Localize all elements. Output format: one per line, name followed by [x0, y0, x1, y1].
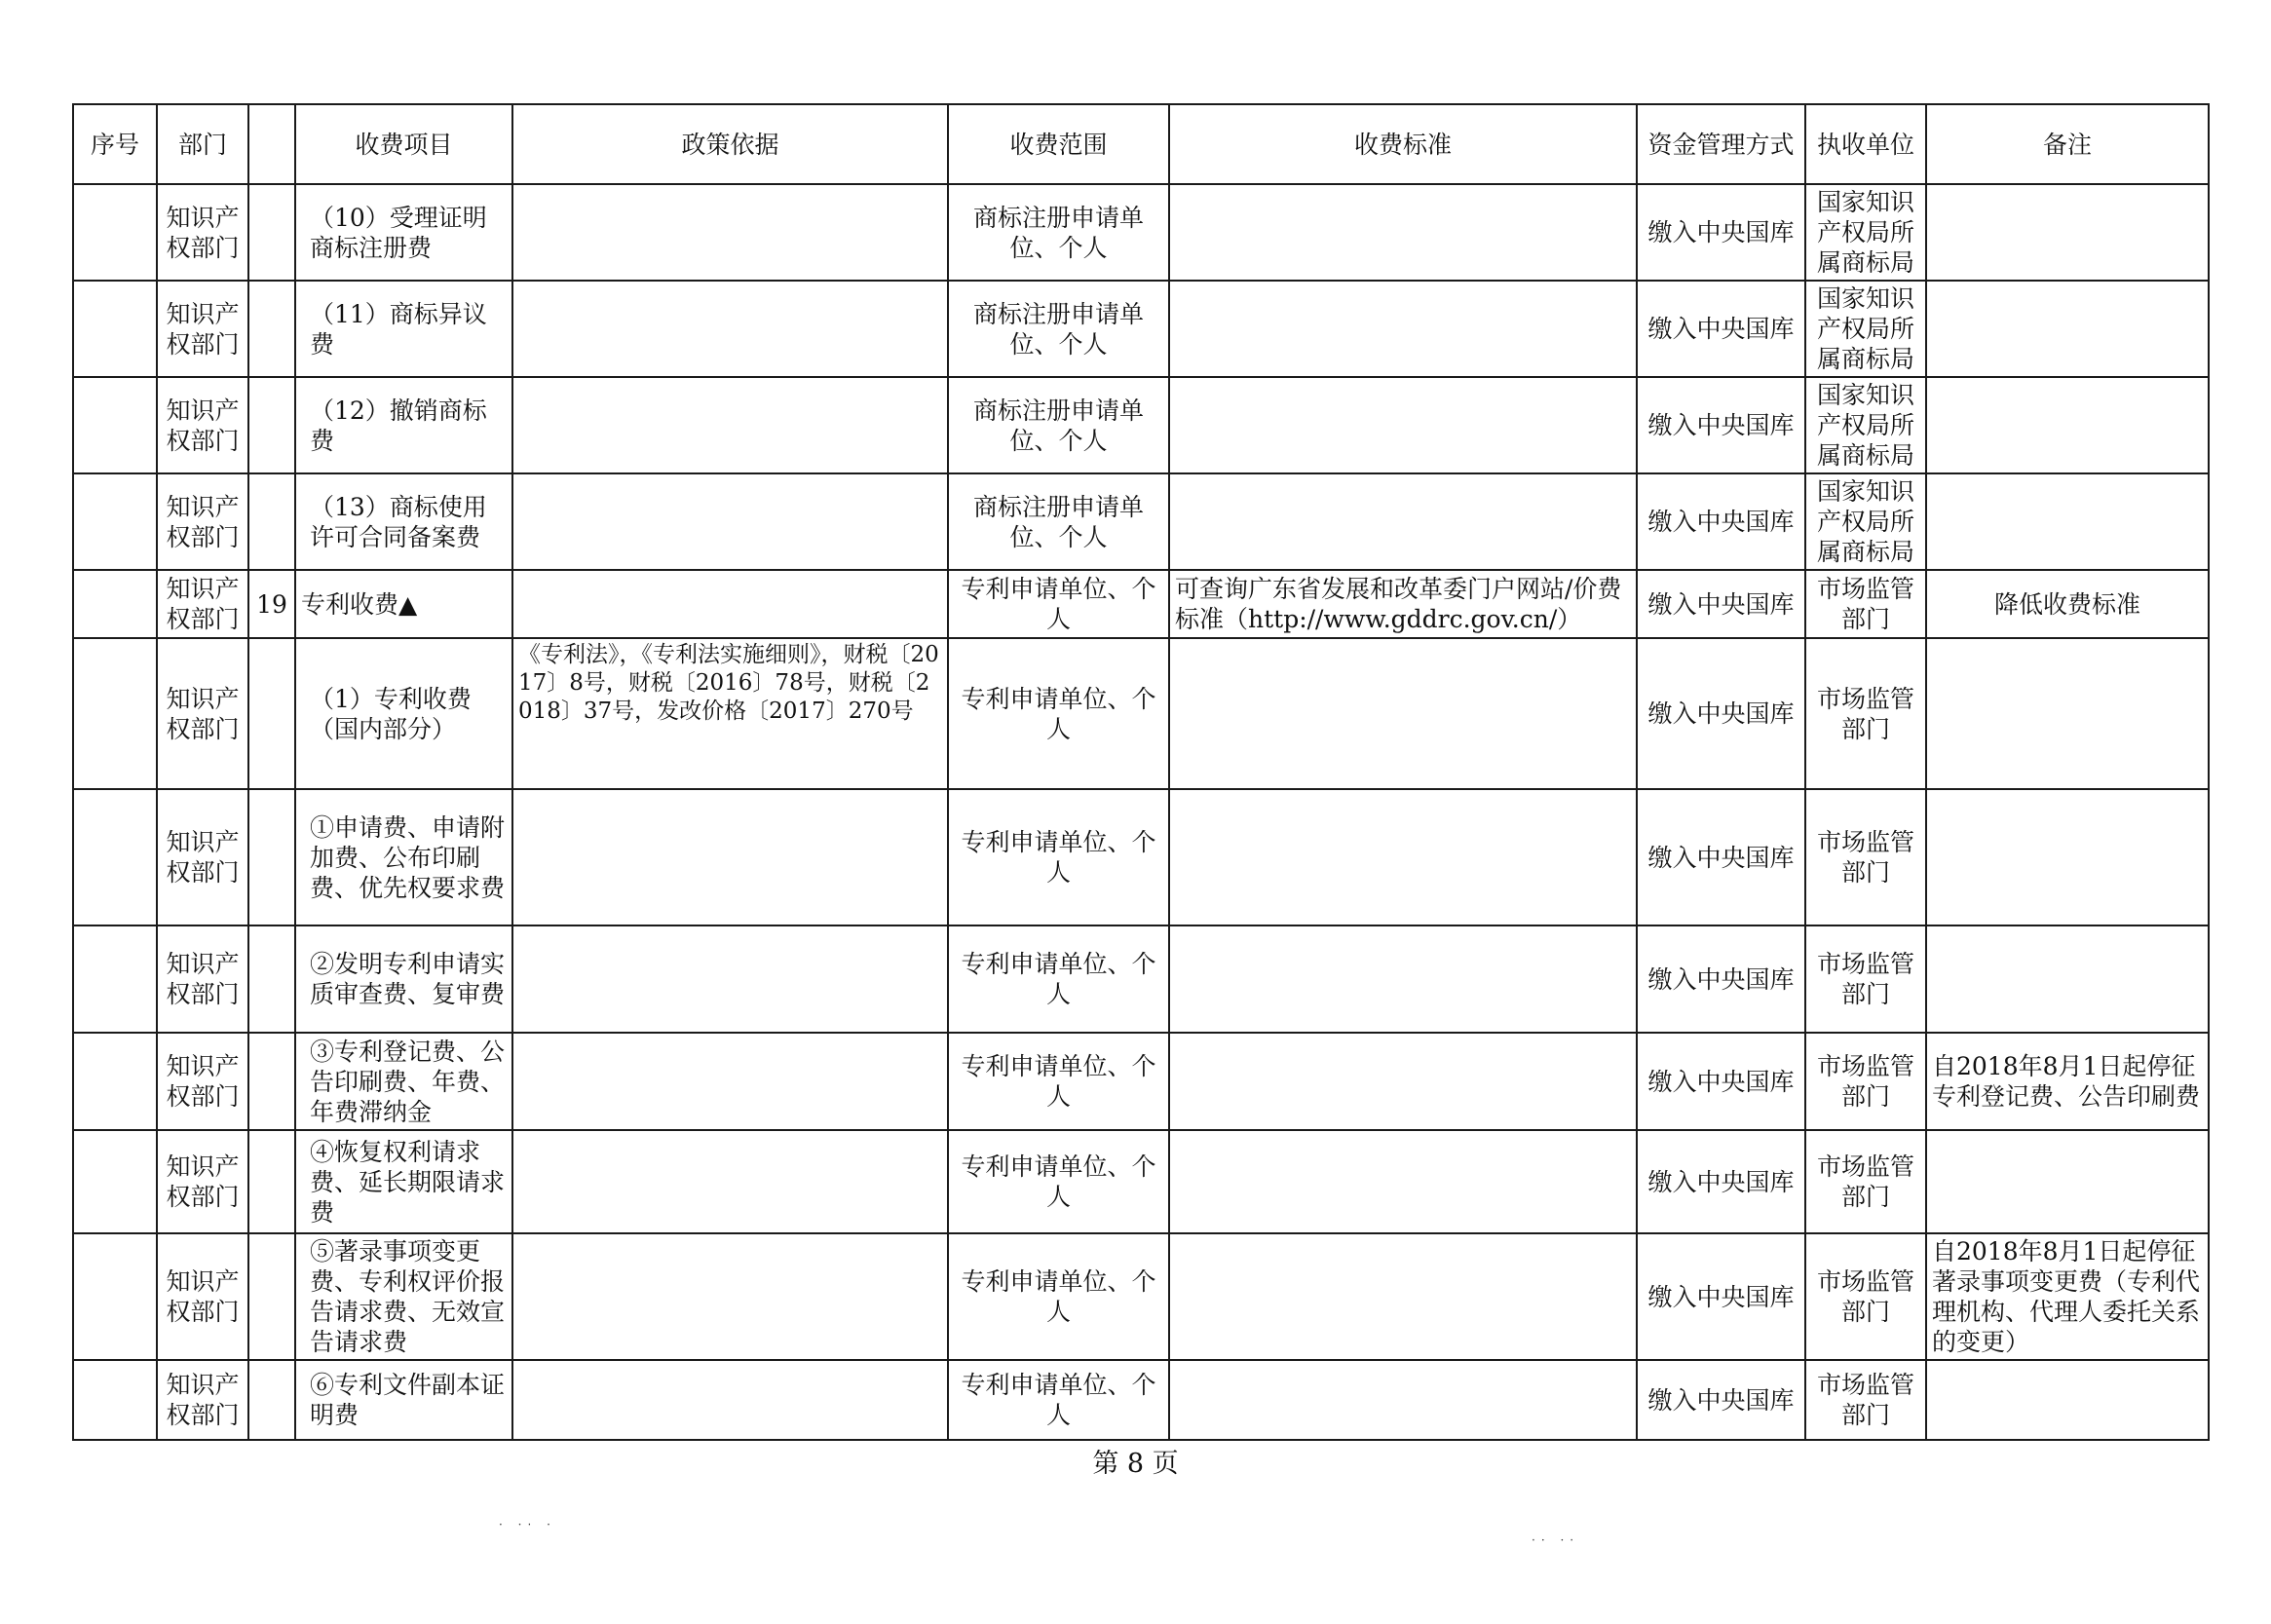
cell-item: （1）专利收费（国内部分） [295, 638, 512, 789]
cell-policy [512, 377, 948, 473]
fee-table-container [72, 103, 2208, 1441]
cell-num [248, 281, 295, 377]
header-fund: 资金管理方式 [1637, 104, 1805, 184]
cell-standard [1169, 377, 1637, 473]
header-seq: 序号 [73, 104, 157, 184]
header-dept: 部门 [157, 104, 248, 184]
cell-standard [1169, 1130, 1637, 1233]
cell-seq [73, 1233, 157, 1360]
header-scope: 收费范围 [948, 104, 1169, 184]
cell-policy: 《专利法》，《专利法实施细则》，财税〔2017〕8号，财税〔2016〕78号，财税〔2018〕37号，发改价格〔2017〕270号 [512, 638, 948, 789]
cell-item: （10）受理证明商标注册费 [295, 184, 512, 281]
cell-standard [1169, 473, 1637, 570]
cell-fund: 缴入中央国库 [1637, 789, 1805, 925]
cell-unit: 市场监管部门 [1805, 1130, 1926, 1233]
header-unit: 执收单位 [1805, 104, 1926, 184]
cell-seq [73, 1130, 157, 1233]
cell-policy [512, 1130, 948, 1233]
cell-scope: 专利申请单位、个人 [948, 1360, 1169, 1440]
cell-policy [512, 925, 948, 1033]
cell-num [248, 1130, 295, 1233]
cell-scope: 商标注册申请单位、个人 [948, 281, 1169, 377]
header-item: 收费项目 [295, 104, 512, 184]
cell-fund: 缴入中央国库 [1637, 1360, 1805, 1440]
cell-scope: 商标注册申请单位、个人 [948, 473, 1169, 570]
cell-item: ③专利登记费、公告印刷费、年费、年费滞纳金 [295, 1033, 512, 1130]
cell-num [248, 789, 295, 925]
cell-fund: 缴入中央国库 [1637, 1033, 1805, 1130]
table-row [73, 570, 2209, 638]
cell-standard [1169, 1033, 1637, 1130]
table-row [73, 789, 2209, 925]
cell-item: ④恢复权利请求费、延长期限请求费 [295, 1130, 512, 1233]
cell-item: （12）撤销商标费 [295, 377, 512, 473]
cell-num [248, 1233, 295, 1360]
cell-standard [1169, 789, 1637, 925]
cell-note [1926, 1130, 2209, 1233]
cell-num [248, 377, 295, 473]
scan-specks: · ·‧ · [499, 1518, 556, 1531]
cell-note [1926, 789, 2209, 925]
cell-note [1926, 638, 2209, 789]
cell-dept: 知识产权部门 [157, 1233, 248, 1360]
cell-fund: 缴入中央国库 [1637, 1233, 1805, 1360]
table-row [73, 473, 2209, 570]
cell-standard [1169, 281, 1637, 377]
cell-note [1926, 473, 2209, 570]
header-policy: 政策依据 [512, 104, 948, 184]
cell-seq [73, 570, 157, 638]
cell-fund: 缴入中央国库 [1637, 184, 1805, 281]
cell-num [248, 473, 295, 570]
cell-scope: 商标注册申请单位、个人 [948, 377, 1169, 473]
cell-seq [73, 281, 157, 377]
cell-policy [512, 570, 948, 638]
cell-seq [73, 789, 157, 925]
cell-dept: 知识产权部门 [157, 925, 248, 1033]
cell-unit: 市场监管部门 [1805, 1033, 1926, 1130]
cell-unit: 市场监管部门 [1805, 1233, 1926, 1360]
cell-policy [512, 789, 948, 925]
cell-policy [512, 473, 948, 570]
cell-scope: 商标注册申请单位、个人 [948, 184, 1169, 281]
cell-note [1926, 377, 2209, 473]
header-note: 备注 [1926, 104, 2209, 184]
cell-fund: 缴入中央国库 [1637, 1130, 1805, 1233]
cell-dept: 知识产权部门 [157, 570, 248, 638]
cell-note [1926, 1360, 2209, 1440]
cell-standard [1169, 925, 1637, 1033]
cell-item: （11）商标异议费 [295, 281, 512, 377]
cell-seq [73, 925, 157, 1033]
cell-fund: 缴入中央国库 [1637, 473, 1805, 570]
cell-num [248, 638, 295, 789]
cell-seq [73, 1360, 157, 1440]
cell-dept: 知识产权部门 [157, 184, 248, 281]
cell-seq [73, 638, 157, 789]
cell-num [248, 1033, 295, 1130]
cell-fund: 缴入中央国库 [1637, 570, 1805, 638]
cell-policy [512, 1033, 948, 1130]
cell-num: 19 [248, 570, 295, 638]
cell-scope: 专利申请单位、个人 [948, 570, 1169, 638]
cell-note [1926, 281, 2209, 377]
cell-item: ②发明专利申请实质审查费、复审费 [295, 925, 512, 1033]
cell-policy [512, 184, 948, 281]
cell-dept: 知识产权部门 [157, 473, 248, 570]
table-row [73, 184, 2209, 281]
cell-note [1926, 184, 2209, 281]
cell-scope: 专利申请单位、个人 [948, 789, 1169, 925]
table-row [73, 1130, 2209, 1233]
table-row [73, 281, 2209, 377]
cell-scope: 专利申请单位、个人 [948, 1033, 1169, 1130]
cell-unit: 市场监管部门 [1805, 570, 1926, 638]
header-standard: 收费标准 [1169, 104, 1637, 184]
cell-note: 自2018年8月1日起停征著录事项变更费（专利代理机构、代理人委托关系的变更） [1926, 1233, 2209, 1360]
cell-item: ①申请费、申请附加费、公布印刷费、优先权要求费 [295, 789, 512, 925]
cell-item: 专利收费▲ [295, 570, 512, 638]
cell-unit: 市场监管部门 [1805, 925, 1926, 1033]
cell-num [248, 1360, 295, 1440]
cell-policy [512, 1360, 948, 1440]
cell-num [248, 925, 295, 1033]
cell-unit: 国家知识产权局所属商标局 [1805, 184, 1926, 281]
cell-unit: 国家知识产权局所属商标局 [1805, 473, 1926, 570]
cell-unit: 市场监管部门 [1805, 638, 1926, 789]
cell-scope: 专利申请单位、个人 [948, 1233, 1169, 1360]
cell-standard [1169, 184, 1637, 281]
cell-scope: 专利申请单位、个人 [948, 638, 1169, 789]
cell-standard: 可查询广东省发展和改革委门户网站/价费标准（http://www.gddrc.gov.cn/） [1169, 570, 1637, 638]
cell-dept: 知识产权部门 [157, 1130, 248, 1233]
cell-dept: 知识产权部门 [157, 1033, 248, 1130]
cell-item: ⑥专利文件副本证明费 [295, 1360, 512, 1440]
cell-dept: 知识产权部门 [157, 638, 248, 789]
cell-unit: 市场监管部门 [1805, 789, 1926, 925]
cell-dept: 知识产权部门 [157, 789, 248, 925]
cell-note: 降低收费标准 [1926, 570, 2209, 638]
scan-specks: ‧· ·‧ [1532, 1533, 1580, 1547]
cell-dept: 知识产权部门 [157, 281, 248, 377]
cell-fund: 缴入中央国库 [1637, 638, 1805, 789]
table-row [73, 925, 2209, 1033]
cell-standard [1169, 1360, 1637, 1440]
table-row [73, 1233, 2209, 1360]
cell-standard [1169, 638, 1637, 789]
cell-seq [73, 184, 157, 281]
fee-table [72, 103, 2210, 1441]
header-num [248, 104, 295, 184]
cell-unit: 市场监管部门 [1805, 1360, 1926, 1440]
cell-policy [512, 1233, 948, 1360]
cell-note [1926, 925, 2209, 1033]
table-row [73, 377, 2209, 473]
cell-scope: 专利申请单位、个人 [948, 1130, 1169, 1233]
cell-fund: 缴入中央国库 [1637, 281, 1805, 377]
cell-fund: 缴入中央国库 [1637, 377, 1805, 473]
cell-seq [73, 377, 157, 473]
cell-item: ⑤著录事项变更费、专利权评价报告请求费、无效宣告请求费 [295, 1233, 512, 1360]
table-row [73, 1360, 2209, 1440]
cell-dept: 知识产权部门 [157, 377, 248, 473]
table-header-row [73, 104, 2209, 184]
cell-unit: 国家知识产权局所属商标局 [1805, 281, 1926, 377]
table-row [73, 1033, 2209, 1130]
table-row [73, 638, 2209, 789]
cell-standard [1169, 1233, 1637, 1360]
cell-fund: 缴入中央国库 [1637, 925, 1805, 1033]
cell-num [248, 184, 295, 281]
cell-note: 自2018年8月1日起停征专利登记费、公告印刷费 [1926, 1033, 2209, 1130]
cell-seq [73, 1033, 157, 1130]
cell-item: （13）商标使用许可合同备案费 [295, 473, 512, 570]
cell-unit: 国家知识产权局所属商标局 [1805, 377, 1926, 473]
cell-dept: 知识产权部门 [157, 1360, 248, 1440]
cell-seq [73, 473, 157, 570]
cell-scope: 专利申请单位、个人 [948, 925, 1169, 1033]
cell-policy [512, 281, 948, 377]
page-number: 第 8 页 [1092, 1449, 1179, 1479]
